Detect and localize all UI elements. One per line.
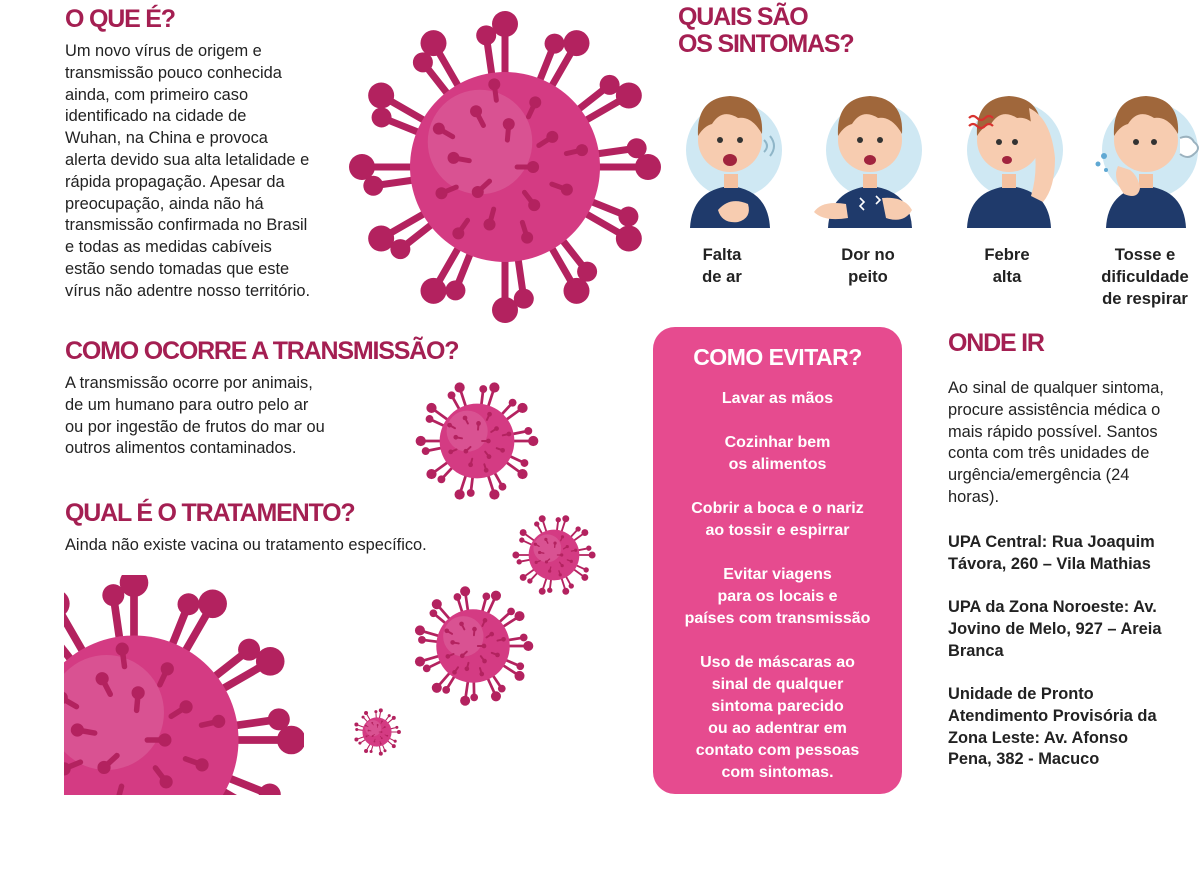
symptom-label: Falta de ar bbox=[702, 245, 742, 286]
symptom-label: Tosse e dificuldade de respirar bbox=[1101, 245, 1189, 308]
onde-ir-text: Ao sinal de qualquer sintoma, procure assistência médica o mais rápido possível. Santos conta com três unidades de urgência/emergência (24 horas). bbox=[948, 379, 1164, 506]
list-item: Evitar viagens para os locais e países com transmissão bbox=[684, 566, 871, 627]
chest-pain-icon bbox=[812, 78, 927, 228]
tratamento-text: Ainda não existe vacina ou tratamento específico. bbox=[65, 536, 427, 554]
upa-zona-noroeste-address: UPA da Zona Noroeste: Av. Jovino de Melo, 927 – Areia Branca bbox=[948, 598, 1162, 660]
list-item: Cozinhar bem os alimentos bbox=[724, 434, 831, 473]
tratamento-title: QUAL É O TRATAMENTO? bbox=[65, 499, 355, 527]
fever-icon bbox=[955, 78, 1065, 228]
o-que-e-title: O QUE É? bbox=[65, 5, 175, 33]
symptom-label: Febre alta bbox=[984, 245, 1030, 286]
virus-medium-icon bbox=[415, 588, 531, 704]
symptom-label: Dor no peito bbox=[841, 245, 895, 286]
virus-tiny-icon bbox=[354, 709, 400, 755]
virus-medium-icon bbox=[418, 382, 536, 500]
como-evitar-title: COMO EVITAR? bbox=[693, 344, 862, 370]
o-que-e-text: Um novo vírus de origem e transmissão pouco conhecida ainda, com primeiro caso identificado na cidade de Wuhan, na China e provoca alerta devido sua alta letalidade e rápida propagação. Apesar da preocupação, ainda não há transmissão confirmada no Brasil e todas as medidas cabíveis estão sendo tomadas que este vírus não adentre nosso território. bbox=[65, 42, 311, 300]
transmissao-text: A transmissão ocorre por animais, de um humano para outro pelo ar ou por ingestão de frutos do mar ou outros alimentos contaminados. bbox=[65, 374, 325, 458]
transmissao-title: COMO OCORRE A TRANSMISSÃO? bbox=[65, 337, 459, 365]
list-item: Cobrir a boca e o nariz ao tossir e espirrar bbox=[691, 500, 864, 539]
list-item: Uso de máscaras ao sinal de qualquer sintoma parecido ou ao adentrar em contato com pessoas com sintomas. bbox=[695, 654, 860, 781]
shortness-of-breath-icon bbox=[678, 78, 783, 228]
como-evitar-panel bbox=[653, 327, 902, 794]
virus-small-icon bbox=[514, 515, 594, 595]
onde-ir-title: ONDE IR bbox=[948, 329, 1044, 357]
como-evitar-list bbox=[653, 388, 902, 784]
cough-icon bbox=[1090, 78, 1200, 228]
upa-zona-leste-address: Unidade de Pronto Atendimento Provisória da Zona Leste: Av. Afonso Pena, 382 - Macuco bbox=[948, 685, 1157, 769]
list-item: Lavar as mãos bbox=[721, 390, 834, 407]
upa-central-address: UPA Central: Rua Joaquim Távora, 260 – Vila Mathias bbox=[948, 533, 1155, 573]
virus-large-icon bbox=[64, 575, 299, 795]
virus-cropped-container bbox=[64, 575, 304, 795]
sintomas-title: QUAIS SÃO OS SINTOMAS? bbox=[678, 3, 854, 58]
virus-large-icon bbox=[355, 17, 655, 317]
